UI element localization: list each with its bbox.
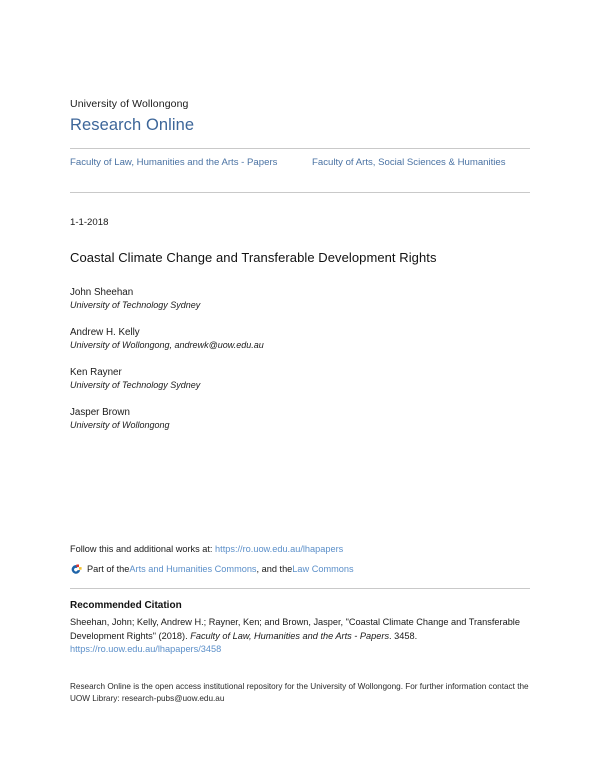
author-affiliation: University of Technology Sydney (70, 300, 201, 310)
follow-section (70, 543, 530, 576)
citation-series-name: Faculty of Law, Humanities and the Arts - Papers (190, 630, 390, 641)
commons-line (70, 563, 530, 576)
faculty-series-link[interactable]: Faculty of Law, Humanities and the Arts - Papers (70, 157, 278, 168)
author-list (70, 286, 530, 431)
divider-above-citation (70, 588, 530, 589)
citation-body (70, 616, 530, 643)
author-name: Andrew H. Kelly (70, 327, 140, 338)
research-online-logo: Research Online (70, 116, 195, 134)
digital-commons-icon (70, 564, 82, 576)
author-entry (70, 366, 530, 391)
follow-works-line (70, 543, 530, 555)
divider-below-faculty (70, 192, 530, 193)
arts-humanities-commons-link[interactable]: Arts and Humanities Commons (129, 564, 257, 574)
follow-prefix-text: Follow this and additional works at: (70, 544, 216, 554)
citation-heading: Recommended Citation (70, 600, 182, 611)
university-name: University of Wollongong (70, 98, 189, 110)
author-name: John Sheehan (70, 287, 134, 298)
masthead (70, 0, 530, 136)
commons-prefix-text: Part of the (87, 564, 130, 574)
author-affiliation: University of Wollongong, andrewk@uow.edu.au (70, 340, 264, 350)
author-entry (70, 406, 530, 431)
author-entry (70, 286, 530, 311)
repository-series-url[interactable]: https://ro.uow.edu.au/lhapapers (215, 544, 344, 554)
citation-permalink[interactable]: https://ro.uow.edu.au/lhapapers/3458 (70, 644, 222, 654)
page-title: Coastal Climate Change and Transferable Development Rights (70, 250, 437, 265)
document-content (70, 0, 530, 446)
commons-middle-text: , and the (256, 564, 293, 574)
author-affiliation: University of Technology Sydney (70, 380, 201, 390)
faculty-bar (70, 149, 530, 183)
law-commons-link[interactable]: Law Commons (292, 564, 354, 574)
citation-number: . 3458. (389, 630, 418, 641)
publication-date: 1-1-2018 (70, 217, 109, 228)
author-affiliation: University of Wollongong (70, 420, 170, 430)
faculty-parent-link[interactable]: Faculty of Arts, Social Sciences & Humanities (312, 157, 506, 168)
author-name: Jasper Brown (70, 407, 130, 418)
citation-section (70, 588, 530, 657)
author-entry (70, 326, 530, 351)
author-name: Ken Rayner (70, 367, 122, 378)
repository-footer-note: Research Online is the open access institutional repository for the University of Wollongong. For further information contact the UOW Library: research-pubs@uow.edu.au (70, 682, 529, 703)
citation-authors-title: Sheehan, John; Kelly, Andrew H.; Rayner, Ken; and Brown, Jasper, "Coastal Climate Change and Transferable Development Rights" (2018). (70, 617, 520, 641)
